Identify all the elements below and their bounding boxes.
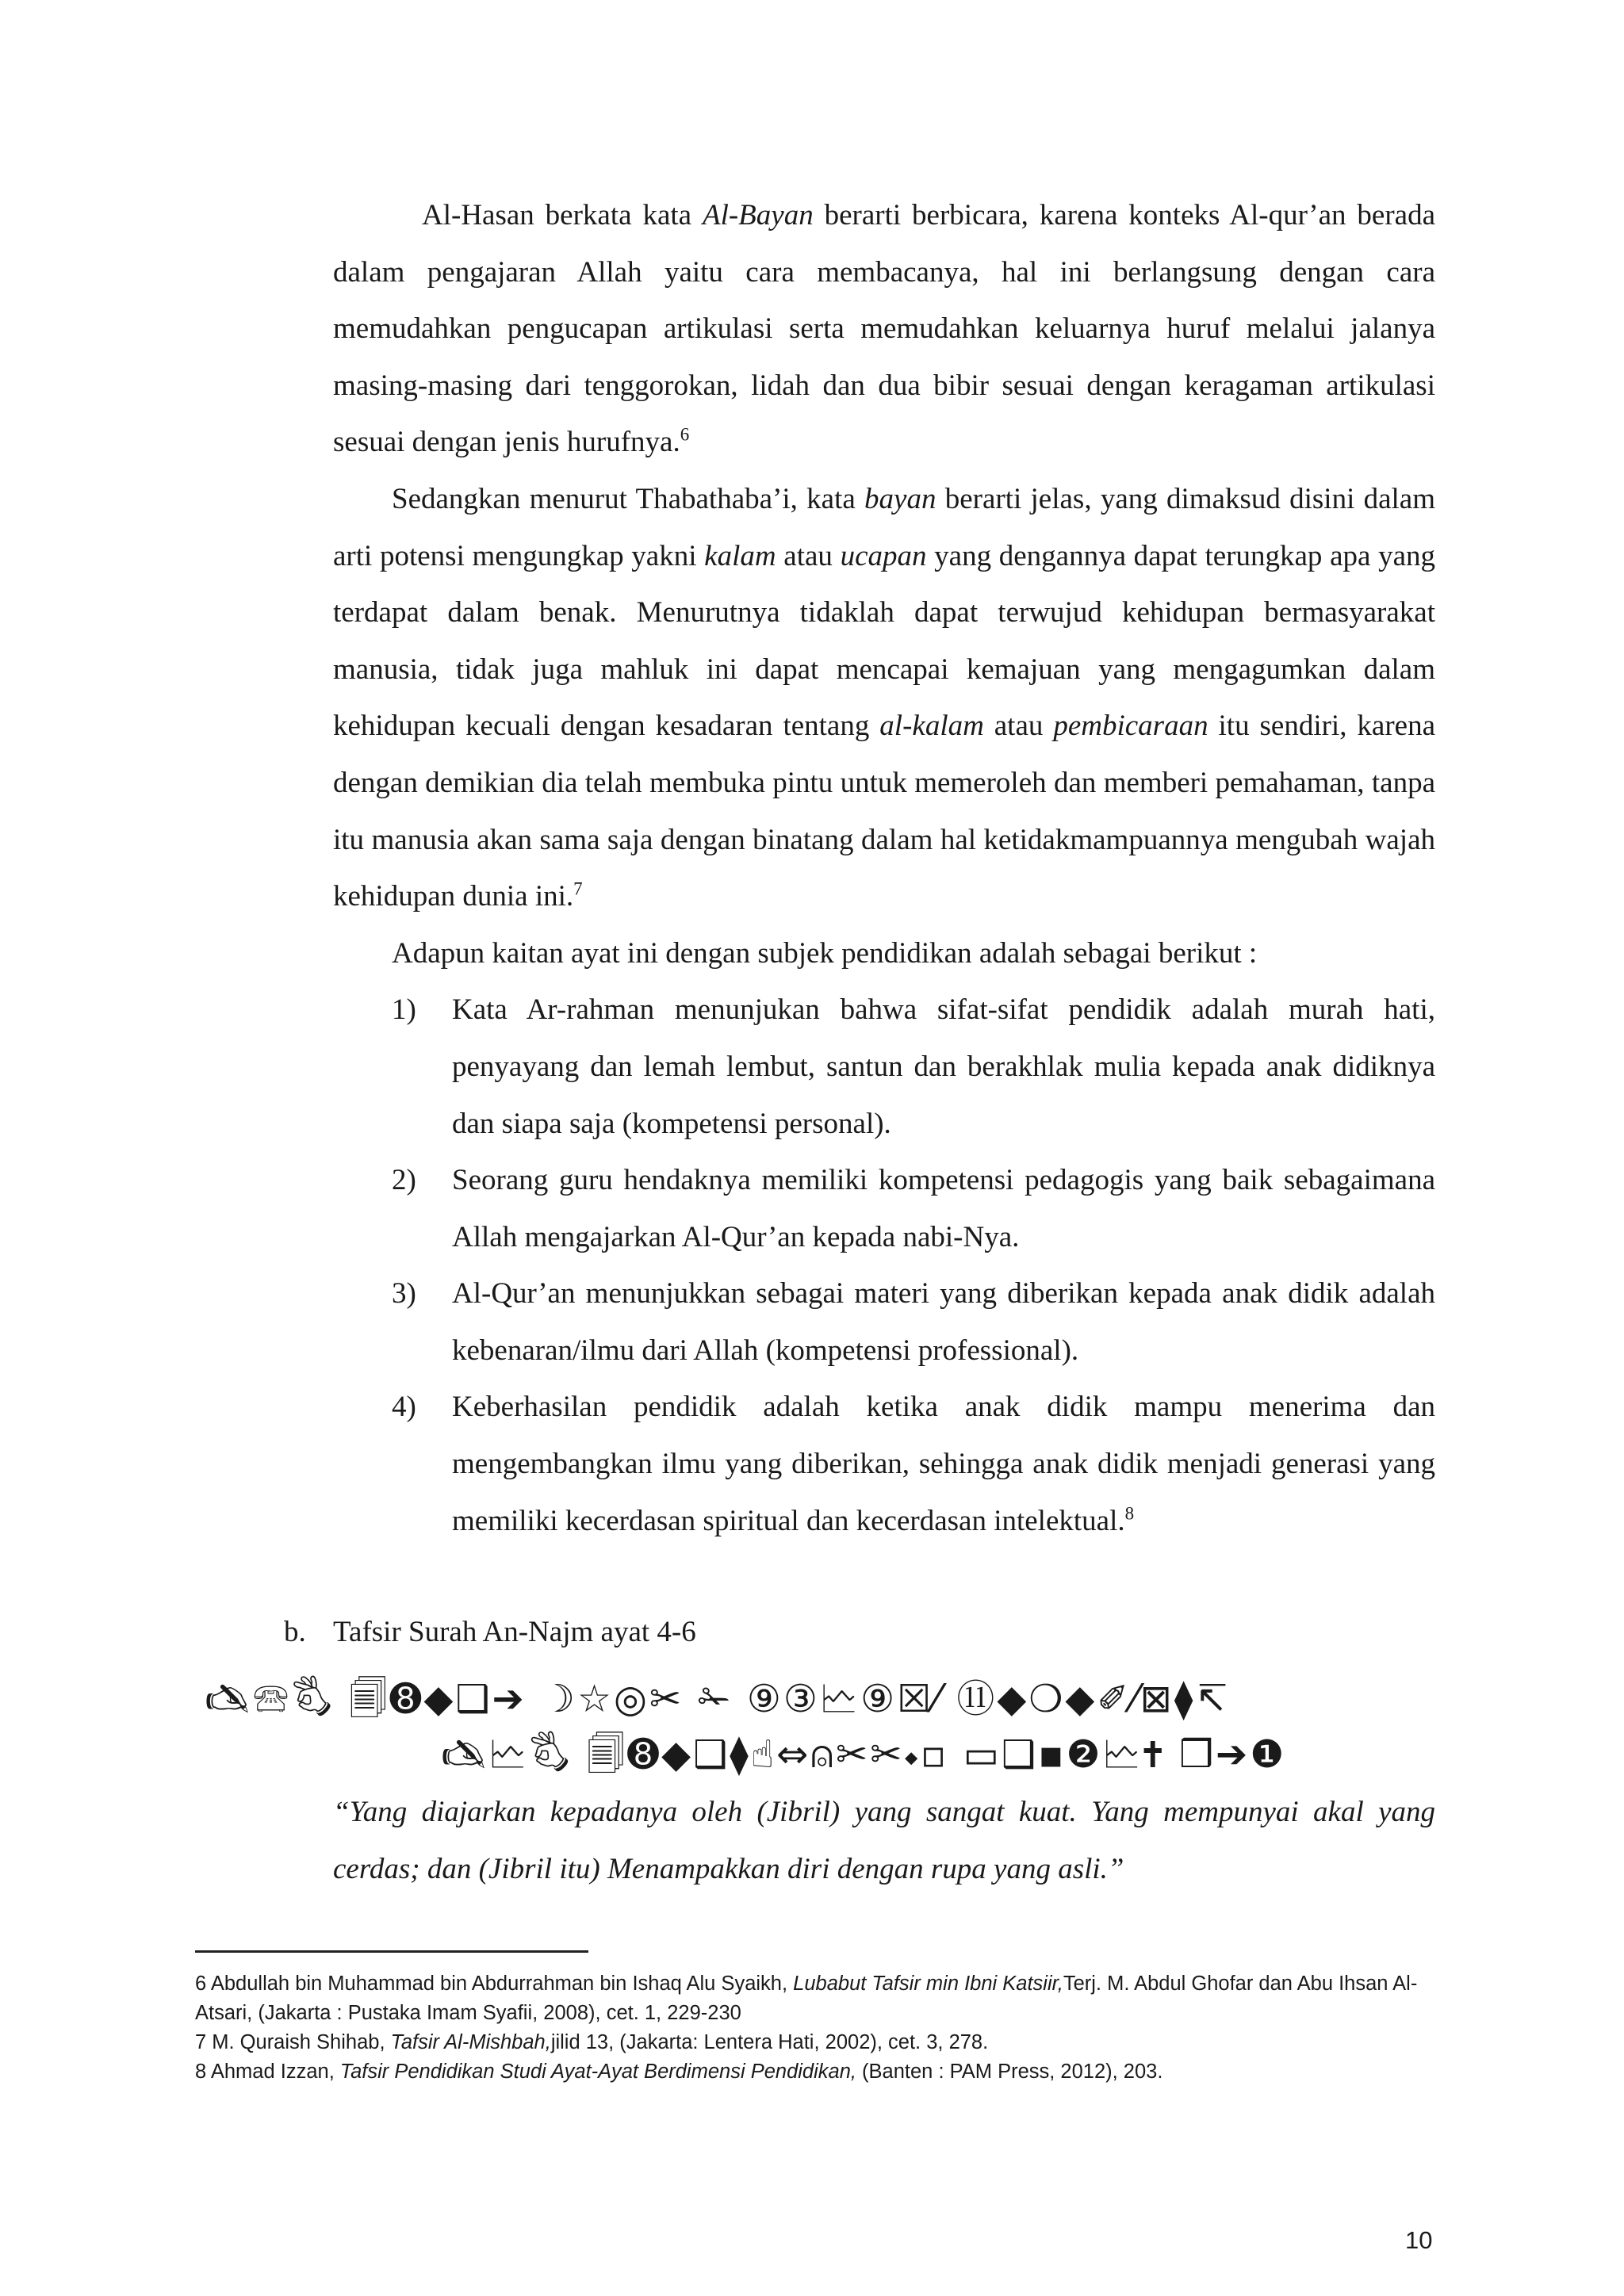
footnote-8: 8 Ahmad Izzan, Tafsir Pendidikan Studi Ayat-Ayat Berdimensi Pendidikan, (Banten : PAM Press, 2012), 203. bbox=[195, 2061, 1163, 2083]
arabic-verse-line-1: 🖎🕾🖏 🗐➑◆❑➔ ☽☆◎✂ ✁ ⑨③🗠⑨☒⁄ ⑪◆❍◆✐⁄⊠⧫↸ bbox=[205, 1677, 1230, 1721]
footnote-ref-8: 8 bbox=[1124, 1503, 1135, 1524]
arabic-verse-line-2: 🖎🗠🖏 🗐➑◆❑⧫☝⇔⍝✂✂⬩▫ ▭❑▪❷🗠🕇 ❒➔❶ bbox=[441, 1732, 1287, 1777]
footnotes bbox=[195, 1969, 1432, 2087]
paragraph-thabathabai: Sedangkan menurut Thabathaba’i, kata bayan berarti jelas, yang dimaksud disini dalam arti potensi mengungkap yakni kalam atau ucapan yang dengannya dapat terungkap apa yang terdapat dalam benak. Menurutnya tidaklah dapat terwujud kehidupan bermasyarakat manusia, tidak juga mahluk ini dapat mencapai kemajuan yang mengagumkan dalam kehidupan kecuali dengan kesadaran tentang al-kalam atau pembicaraan itu sendiri, karena dengan demikian dia telah membuka pintu untuk memeroleh dan memberi pemahaman, tanpa itu manusia akan sama saja dengan binatang dalam hal ketidakmampuannya mengubah wajah kehidupan dunia ini.$^7$ bbox=[333, 482, 1436, 913]
list-item: 4) Keberhasilan pendidik adalah ketika anak didik mampu menerima dan mengembangkan ilmu yang diberikan, sehingga anak didik menjadi generasi yang memiliki kecerdasan spiritual dan kecerdasan intelektual.$^8$ bbox=[392, 1391, 1435, 1537]
page-number: 10 bbox=[1405, 2226, 1433, 2254]
footnote-divider bbox=[195, 1950, 588, 1953]
paragraph-kaitan: Adapun kaitan ayat ini dengan subjek pendidikan adalah sebagai berikut : bbox=[392, 936, 1258, 970]
point-list bbox=[333, 982, 1435, 1549]
term-al-bayan: Al-Bayan bbox=[702, 199, 814, 232]
footnote-ref-6: 6 bbox=[680, 425, 690, 446]
list-item: 3) Al-Qur’an menunjukkan sebagai materi yang diberikan kepada anak didik adalah kebenaran/ilmu dari Allah (kompetensi professional). bbox=[392, 1277, 1435, 1367]
section-heading: b. Tafsir Surah An-Najm ayat 4-6 bbox=[284, 1616, 696, 1648]
footnote-7: 7 M. Quraish Shihab, Tafsir Al-Mishbah,jilid 13, (Jakarta: Lentera Hati, 2002), cet. 3, 278. bbox=[195, 2031, 989, 2053]
paragraph-al-hasan: Al-Hasan berkata kata Al-Bayan berarti berbicara, karena konteks Al-qur’an berada dalam pengajaran Allah yaitu cara membacanya, hal ini berlangsung dengan cara memudahkan pengucapan artikulasi serta memudahkan keluarnya huruf melalui jalanya masing-masing dari tenggorokan, lidah dan dua bibir sesuai dengan keragaman artikulasi sesuai dengan jenis hurufnya.$^6$ bbox=[333, 199, 1436, 459]
list-item: 2) Seorang guru hendaknya memiliki kompetensi pedagogis yang baik sebagaimana Allah mengajarkan Al-Qur’an kepada nabi-Nya. bbox=[392, 1164, 1435, 1253]
footnote-6: 6 Abdullah bin Muhammad bin Abdurrahman bin Ishaq Alu Syaikh, Lubabut Tafsir min Ibni Katsiir,Terj. M. Abdul Ghofar dan Abu Ihsan Al-Atsari, (Jakarta : Pustaka Imam Syafii, 2008), cet. 1, 229-230 bbox=[195, 1973, 1418, 2024]
main-text bbox=[333, 187, 1435, 1549]
verse-translation: “Yang diajarkan kepadanya oleh (Jibril) yang sangat kuat. Yang mempunyai akal yang cerdas; dan (Jibril itu) Menampakkan diri dengan rupa yang asli.” bbox=[333, 1796, 1435, 1885]
list-item: 1) Kata Ar-rahman menunjukan bahwa sifat-sifat pendidik adalah murah hati, penyayang dan lemah lembut, santun dan berakhlak mulia kepada anak didiknya dan siapa saja (kompetensi personal). bbox=[392, 993, 1435, 1140]
footnote-ref-7: 7 bbox=[573, 878, 583, 899]
